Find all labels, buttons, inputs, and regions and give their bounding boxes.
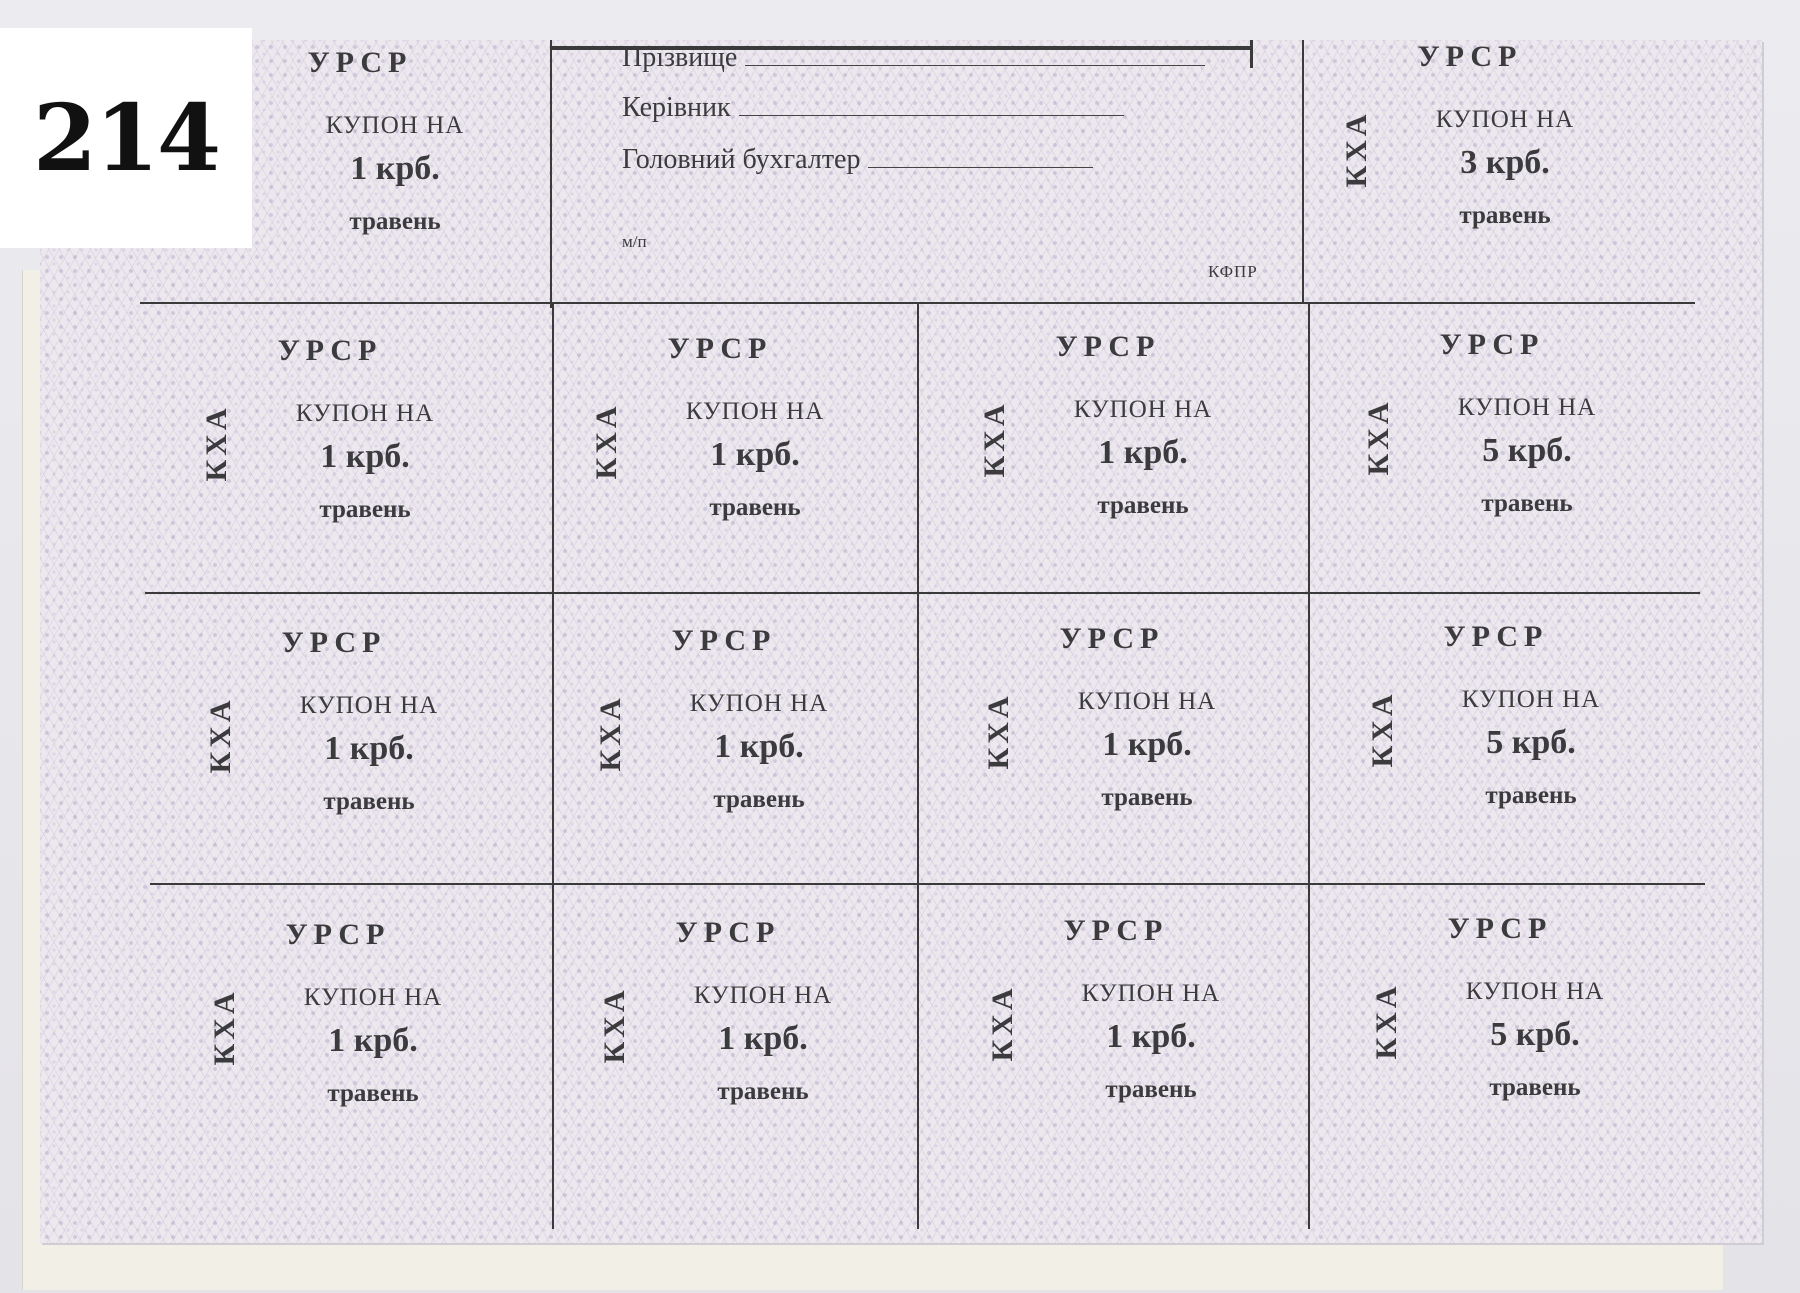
coupon-amount: 1 крб.	[1106, 1018, 1196, 1055]
coupon-r1-c1	[570, 306, 870, 556]
top-box-left-edge	[550, 40, 552, 308]
coupon-month: травень	[1489, 1074, 1581, 1101]
coupon-label: КУПОН НА	[1073, 396, 1213, 423]
row-divider-3	[150, 883, 1705, 885]
coupon-amount: 1 крб.	[718, 1020, 808, 1057]
coupon-title: УРСР	[285, 918, 391, 951]
coupon-title: УРСР	[307, 46, 413, 79]
coupon-sheet	[40, 40, 1762, 1243]
lot-label	[0, 28, 252, 248]
coupon-title: УРСР	[277, 334, 383, 367]
coupon-side-code: КХА	[1370, 982, 1403, 1060]
coupon-amount: 1 крб.	[1098, 434, 1188, 471]
coupon-title: УРСР	[1417, 40, 1523, 73]
coupon-side-code: КХА	[200, 404, 233, 482]
col-divider-1	[552, 304, 554, 1229]
coupon-month: травень	[1105, 1076, 1197, 1103]
coupon-r2-c0	[184, 600, 484, 850]
coupon-r1-c3	[1342, 302, 1642, 552]
col-divider-3	[1308, 304, 1310, 1229]
coupon-month: травень	[1459, 202, 1551, 229]
stamp-label: м/п	[622, 232, 647, 251]
coupon-label: КУПОН НА	[685, 398, 825, 425]
coupon-label: КУПОН НА	[1081, 980, 1221, 1007]
coupon-r0-c3	[1320, 14, 1620, 264]
coupon-amount: 1 крб.	[710, 436, 800, 473]
coupon-title: УРСР	[1059, 622, 1165, 655]
coupon-label: КУПОН НА	[295, 400, 435, 427]
coupon-month: травень	[1097, 492, 1189, 519]
coupon-label: КУПОН НА	[689, 690, 829, 717]
coupon-r3-c3	[1350, 886, 1650, 1136]
accountant-label: Головний бухгалтер	[622, 144, 861, 175]
lot-number: 214	[32, 84, 220, 192]
manager-field	[622, 92, 1124, 124]
coupon-label: КУПОН НА	[693, 982, 833, 1009]
col3-right-divider-top	[1302, 40, 1304, 302]
coupon-r3-c2	[966, 888, 1266, 1138]
coupon-amount: 1 крб.	[714, 728, 804, 765]
coupon-amount: 5 крб.	[1482, 432, 1572, 469]
coupon-side-code: КХА	[982, 692, 1015, 770]
coupon-month: травень	[1481, 490, 1573, 517]
accountant-field	[622, 144, 1093, 176]
manager-label: Керівник	[622, 92, 731, 123]
coupon-title: УРСР	[675, 916, 781, 949]
coupon-side-code: КХА	[1366, 690, 1399, 768]
coupon-side-code: КХА	[986, 984, 1019, 1062]
coupon-amount: 1 крб.	[350, 150, 440, 187]
coupon-side-code: КХА	[208, 988, 241, 1066]
coupon-month: травень	[319, 496, 411, 523]
coupon-title: УРСР	[1443, 620, 1549, 653]
coupon-side-code: КХА	[204, 696, 237, 774]
coupon-r1-c2	[958, 304, 1258, 554]
accountant-line	[868, 166, 1093, 168]
coupon-side-code: КХА	[1362, 398, 1395, 476]
coupon-month: травень	[323, 788, 415, 815]
coupon-title: УРСР	[671, 624, 777, 657]
coupon-amount: 1 крб.	[1102, 726, 1192, 763]
coupon-side-code: КХА	[598, 986, 631, 1064]
manager-line	[739, 114, 1124, 116]
coupon-r2-c3	[1346, 594, 1646, 844]
coupon-amount: 5 крб.	[1486, 724, 1576, 761]
coupon-title: УРСР	[281, 626, 387, 659]
coupon-label: КУПОН НА	[1435, 106, 1575, 133]
col-divider-2	[917, 304, 919, 1229]
coupon-r2-c1	[574, 598, 874, 848]
coupon-month: травень	[717, 1078, 809, 1105]
coupon-r3-c1	[578, 890, 878, 1140]
coupon-label: КУПОН НА	[1457, 394, 1597, 421]
coupon-label: КУПОН НА	[299, 692, 439, 719]
coupon-side-code: КХА	[590, 402, 623, 480]
coupon-amount: 1 крб.	[328, 1022, 418, 1059]
coupon-side-code: КХА	[978, 400, 1011, 478]
surname-label: Прізвище	[622, 42, 738, 73]
coupon-amount: 5 крб.	[1490, 1016, 1580, 1053]
surname-line	[745, 64, 1205, 66]
coupon-label: КУПОН НА	[1077, 688, 1217, 715]
coupon-amount: 1 крб.	[324, 730, 414, 767]
top-box-right-edge	[1250, 40, 1253, 68]
coupon-amount: 3 крб.	[1460, 144, 1550, 181]
coupon-month: травень	[349, 208, 441, 235]
coupon-amount: 1 крб.	[320, 438, 410, 475]
coupon-title: УРСР	[1439, 328, 1545, 361]
coupon-month: травень	[327, 1080, 419, 1107]
coupon-month: травень	[1485, 782, 1577, 809]
surname-field	[622, 42, 1205, 74]
coupon-title: УРСР	[1063, 914, 1169, 947]
coupon-label: КУПОН НА	[1461, 686, 1601, 713]
coupon-label: КУПОН НА	[325, 112, 465, 139]
coupon-r2-c2	[962, 596, 1262, 846]
coupon-r3-c0	[188, 892, 488, 1142]
coupon-title: УРСР	[667, 332, 773, 365]
coupon-side-code: КХА	[594, 694, 627, 772]
coupon-title: УРСР	[1055, 330, 1161, 363]
coupon-month: травень	[713, 786, 805, 813]
coupon-label: КУПОН НА	[1465, 978, 1605, 1005]
coupon-title: УРСР	[1447, 912, 1553, 945]
coupon-side-code: КХА	[1340, 110, 1373, 188]
printer-code: КФПР	[1208, 262, 1258, 281]
coupon-month: травень	[1101, 784, 1193, 811]
coupon-month: травень	[709, 494, 801, 521]
coupon-r0-c0	[210, 20, 510, 270]
coupon-label: КУПОН НА	[303, 984, 443, 1011]
coupon-r1-c0	[180, 308, 480, 558]
